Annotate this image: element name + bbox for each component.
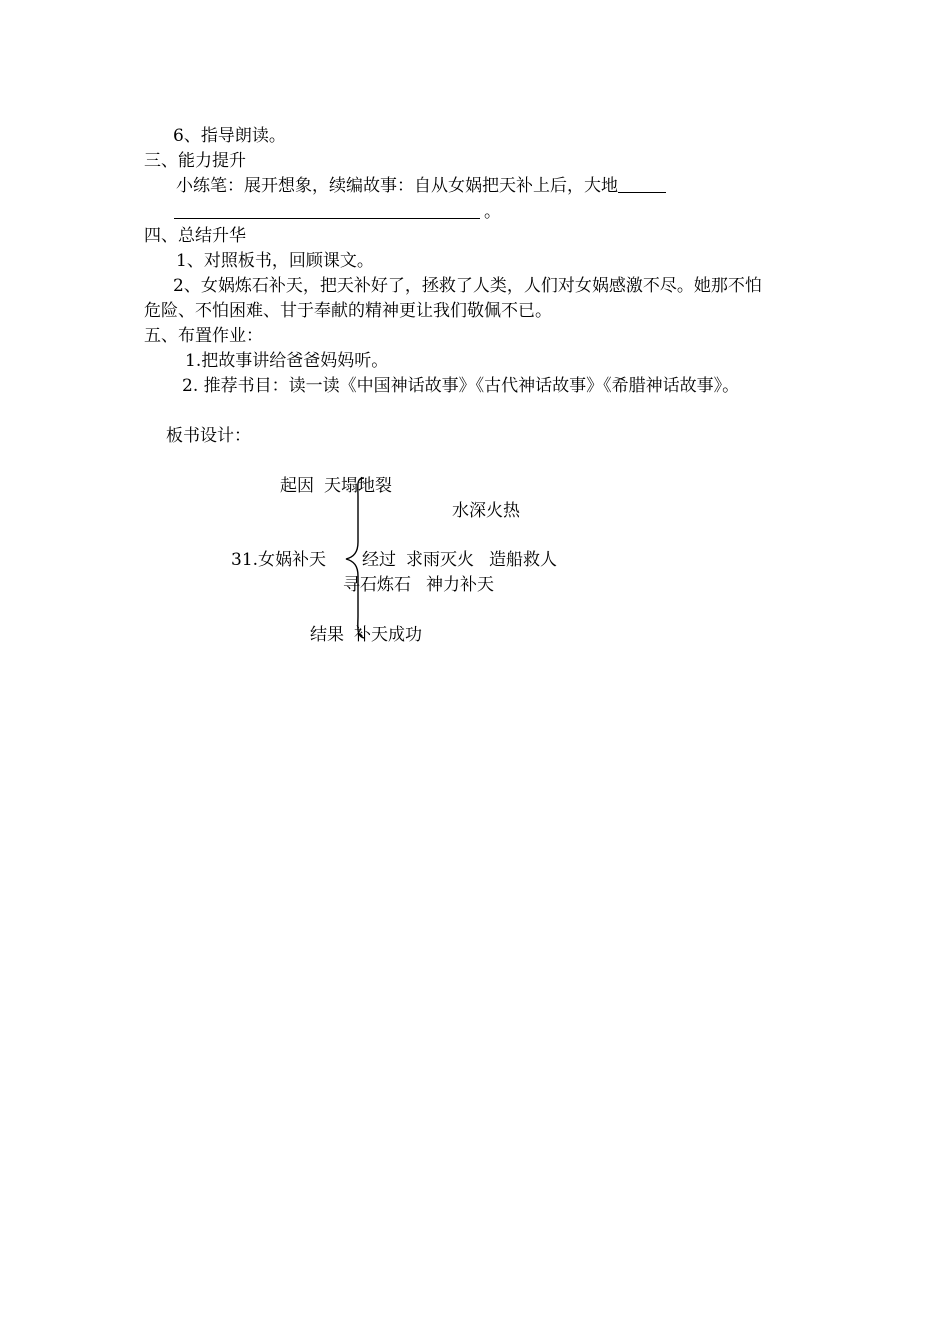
board-process-c: 寻石炼石 — [343, 575, 411, 595]
board-title: 31.女娲补天 — [231, 550, 327, 570]
writing-exercise-continuation — [174, 200, 501, 224]
period-mark: 。 — [484, 202, 501, 222]
section-4-heading: 四、总结升华 — [144, 226, 246, 246]
board-result-label: 结果 — [310, 625, 344, 645]
section-3-heading: 三、能力提升 — [144, 151, 246, 171]
board-result-text: 补天成功 — [354, 625, 422, 645]
writing-exercise-line — [176, 174, 666, 198]
board-process-d: 神力补天 — [426, 575, 494, 595]
writing-exercise-prompt: 小练笔：展开想象，续编故事：自从女娲把天补上后，大地 — [176, 176, 618, 196]
fill-in-blank-short — [618, 174, 666, 193]
fill-in-blank-long — [174, 200, 480, 219]
step-6-text: 6、指导朗读。 — [173, 126, 286, 146]
board-cause-row — [280, 474, 392, 498]
board-process-row — [362, 548, 557, 572]
curly-brace-icon — [338, 476, 368, 640]
homework-item-1: 1.把故事讲给爸爸妈妈听。 — [185, 351, 389, 371]
board-process-b: 造船救人 — [489, 550, 557, 570]
board-cause-sub: 水深火热 — [452, 501, 520, 521]
board-design-heading: 板书设计： — [166, 426, 251, 446]
summary-item-2-line-2: 危险、不怕困难、甘于奉献的精神更让我们敬佩不已。 — [144, 301, 552, 321]
summary-item-1: 1、对照板书，回顾课文。 — [176, 251, 374, 271]
board-process-label: 经过 — [362, 550, 396, 570]
board-process-a: 求雨灭火 — [406, 550, 474, 570]
homework-item-2: 2. 推荐书目：读一读《中国神话故事》《古代神话故事》《希腊神话故事》。 — [182, 376, 740, 396]
section-5-heading: 五、布置作业： — [144, 326, 263, 346]
summary-item-2-line-1: 2、女娲炼石补天，把天补好了，拯救了人类，人们对女娲感激不尽。她那不怕 — [173, 276, 762, 296]
board-cause-label: 起因 — [280, 476, 314, 496]
board-cause-text: 天塌地裂 — [324, 476, 392, 496]
